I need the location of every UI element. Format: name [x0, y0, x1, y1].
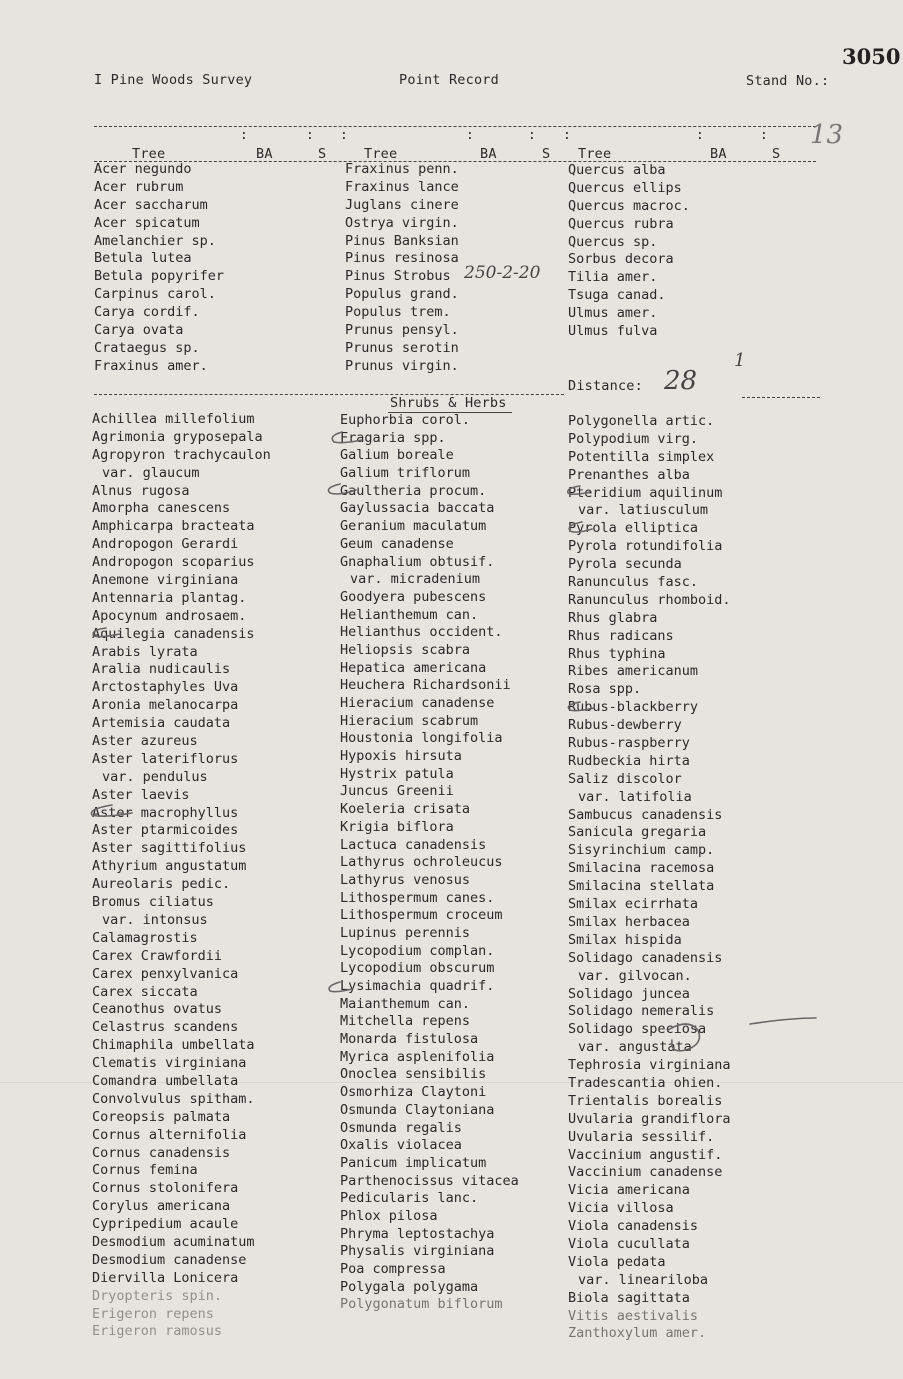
header-tree-2: Tree	[364, 146, 398, 162]
list-item: Fraxinus amer.	[94, 357, 208, 374]
check-mark-icon	[329, 982, 352, 992]
handwritten-stand-number: 13	[810, 120, 844, 150]
list-item: Erigeron repens	[92, 1305, 214, 1322]
list-item: Helianthus occident.	[340, 624, 503, 641]
list-item: Ribes americanum	[568, 663, 699, 680]
list-item: Sambucus canadensis	[568, 806, 723, 823]
list-item: Pinus Banksian	[345, 232, 459, 249]
list-item: Acer spicatum	[94, 214, 200, 231]
list-item: Agropyron trachycaulon	[92, 446, 271, 463]
list-item: Lathyrus ochroleucus	[340, 854, 503, 871]
list-item: Phryma leptostachya	[340, 1225, 495, 1242]
list-item: Trientalis borealis	[568, 1092, 723, 1109]
list-item: Myrica asplenifolia	[340, 1048, 495, 1065]
list-item: Acer negundo	[94, 161, 192, 177]
list-item: Hypoxis hirsuta	[340, 748, 462, 765]
list-item: Physalis virginiana	[340, 1243, 495, 1260]
list-item: Populus grand.	[345, 286, 459, 303]
header-ba-2: BA	[480, 146, 497, 162]
list-item: Hieracium scabrum	[340, 712, 479, 729]
list-item: Juncus Greenii	[340, 783, 454, 800]
list-item: Cornus alternifolia	[92, 1126, 247, 1143]
list-item: Aquilegia canadensis	[92, 625, 255, 642]
header-ba-1: BA	[256, 146, 273, 162]
list-item: Smilax herbacea	[568, 913, 690, 930]
list-item: var. glaucum	[102, 464, 200, 481]
list-item: Rhus typhina	[568, 645, 666, 662]
list-item: Osmorhiza Claytoni	[340, 1084, 487, 1101]
list-item: Convolvulus spitham.	[92, 1090, 255, 1107]
list-item: Vicia americana	[568, 1182, 690, 1199]
list-item: Acer saccharum	[94, 196, 208, 213]
list-item: Parthenocissus vitacea	[340, 1172, 519, 1189]
list-item: Pyrola rotundifolia	[568, 538, 723, 555]
list-item: Poa compressa	[340, 1261, 446, 1277]
list-item: Sisyrinchium camp.	[568, 842, 715, 859]
handwritten-pinus-strobus-note: 250-2-20	[464, 263, 541, 283]
list-item: Aster laevis	[92, 786, 190, 803]
list-item: var. angustata	[578, 1039, 692, 1056]
list-item: Goodyera pubescens	[340, 588, 487, 605]
list-item: Quercus alba	[568, 162, 666, 178]
list-item: Pyrola secunda	[568, 556, 682, 573]
check-mark-icon	[569, 522, 592, 532]
list-item: Gnaphalium obtusif.	[340, 553, 495, 570]
list-item: Osmunda regalis	[340, 1119, 462, 1136]
header-s-1: S	[318, 146, 327, 162]
list-item: Helianthemum can.	[340, 606, 479, 623]
list-item: Koeleria crisata	[340, 801, 471, 818]
list-item: Fragaria spp.	[340, 429, 446, 446]
list-item: Calamagrostis	[92, 929, 198, 946]
list-item: Solidago nemeralis	[568, 1003, 715, 1020]
list-item: Prunus virgin.	[345, 357, 459, 374]
list-item: Lactuca canadensis	[340, 836, 487, 853]
list-item: Prunus serotin	[345, 339, 459, 356]
list-item: Artemisia caudata	[92, 715, 231, 732]
list-item: Quercus rubra	[568, 215, 674, 232]
list-item: Hystrix patula	[340, 765, 454, 782]
list-item: Vicia villosa	[568, 1200, 674, 1217]
list-item: var. latifolia	[578, 788, 692, 805]
list-item: Alnus rugosa	[92, 482, 190, 499]
list-item: Andropogon Gerardi	[92, 536, 239, 553]
list-item: Amelanchier sp.	[94, 232, 216, 249]
list-item: Ulmus amer.	[568, 305, 658, 322]
header-ba-3: BA	[710, 146, 727, 162]
list-item: Aster lateriflorus	[92, 750, 239, 767]
list-item: Rudbeckia hirta	[568, 752, 690, 769]
list-item: Carex penxylvanica	[92, 965, 239, 982]
list-item: var. lineariloba	[578, 1271, 709, 1288]
list-item: Comandra umbellata	[92, 1072, 239, 1089]
list-item: Aureolaris pedic.	[92, 876, 231, 893]
list-item: Antennaria plantag.	[92, 589, 247, 606]
list-item: Viola cucullata	[568, 1235, 690, 1252]
list-item: Desmodium acuminatum	[92, 1233, 255, 1250]
list-item: Saliz discolor	[568, 770, 682, 787]
header-tree-1: Tree	[132, 146, 166, 162]
list-item: Diervilla Lonicera	[92, 1269, 239, 1286]
header-s-3: S	[772, 146, 781, 162]
list-item: Galium triflorum	[340, 465, 471, 482]
list-item: Quercus macroc.	[568, 197, 690, 214]
list-item: Apocynum androsaem.	[92, 607, 247, 624]
list-item: Fraxinus lance	[345, 178, 459, 195]
list-item: Osmunda Claytoniana	[340, 1101, 495, 1118]
list-item: Celastrus scandens	[92, 1019, 239, 1036]
list-item: Sorbus decora	[568, 251, 674, 268]
list-item: Coreopsis palmata	[92, 1108, 231, 1125]
list-item: Rubus-raspberry	[568, 735, 690, 752]
list-item: Cornus stolonifera	[92, 1180, 239, 1197]
list-item: Tsuga canad.	[568, 287, 666, 304]
list-item: Mitchella repens	[340, 1013, 471, 1030]
list-item: Andropogon scoparius	[92, 554, 255, 571]
list-item: Viola pedata	[568, 1253, 666, 1270]
list-item: Achillea millefolium	[92, 411, 255, 427]
check-mark-icon	[328, 484, 356, 494]
list-item: Ceanothus ovatus	[92, 1001, 223, 1018]
list-item: Vaccinium angustif.	[568, 1146, 723, 1163]
list-item: Potentilla simplex	[568, 448, 715, 465]
list-item: Amphicarpa bracteata	[92, 518, 255, 535]
list-item: Hieracium canadense	[340, 695, 495, 711]
list-item: Betula popyrifer	[94, 268, 225, 285]
shrubs-herbs-heading: Shrubs & Herbs	[390, 395, 507, 411]
list-item: Bromus ciliatus	[92, 894, 214, 911]
list-item: Arctostaphyles Uva	[92, 679, 239, 696]
list-item: Prunus pensyl.	[345, 322, 459, 339]
list-item: Panicum implicatum	[340, 1154, 487, 1171]
list-item: Euphorbia corol.	[340, 412, 471, 428]
list-item: Agrimonia gryposepala	[92, 428, 263, 445]
list-item: Aster macrophyllus	[92, 804, 239, 821]
list-item: Aster ptarmicoides	[92, 822, 239, 839]
list-item: var. gilvocan.	[578, 967, 692, 984]
check-mark-icon	[91, 805, 132, 816]
list-item: Smilacina stellata	[568, 878, 715, 895]
list-item: Polygonella artic.	[568, 413, 715, 429]
list-item: Ostrya virgin.	[345, 214, 459, 231]
list-item: Smilax hispida	[568, 931, 682, 948]
list-item: Smilax ecirrhata	[568, 896, 699, 913]
list-item: Geranium maculatum	[340, 518, 487, 535]
list-item: Monarda fistulosa	[340, 1031, 479, 1048]
list-item: Rhus radicans	[568, 627, 674, 644]
list-item: Rubus-dewberry	[568, 717, 682, 734]
list-item: Crataegus sp.	[94, 339, 200, 356]
list-item: Pinus Strobus	[345, 268, 451, 285]
list-item: Pedicularis lanc.	[340, 1190, 479, 1207]
list-item: Erigeron ramosus	[92, 1323, 223, 1340]
header-tree-3: Tree	[578, 146, 612, 162]
list-item: Pinus resinosa	[345, 250, 459, 267]
list-item: Corylus americana	[92, 1198, 231, 1215]
list-item: Pteridium aquilinum	[568, 484, 723, 501]
list-item: Maianthemum can.	[340, 995, 471, 1012]
list-item: Rubus-blackberry	[568, 699, 699, 716]
list-item: Clematis virginiana	[92, 1055, 247, 1072]
survey-page: 3050 I Pine Woods Survey Point Record Stand No.: : : : : : : : : Tree BA S Tree BA S Tree BA S 13 Acer negundo Acer rubrum Acer saccharum Acer spicatum Amelanchier sp. Betula lutea Betula popyrifer Carpinus carol. Carya cordif. Carya ovata Crataegus sp. Fraxinus amer. Fraxinus penn. Fraxinus lance Juglans cinere Ostrya virgin. Pinus Banksian Pinus resinosa Pinus Strobus Populus grand. Populus trem. Prunus pensyl. Prunus serotin Prunus virgin. Quercus alba Quercus ellips Quercus macroc. Quercus rubra Quercus sp. Sorbus decora Tilia amer. Tsuga canad. Ulmus amer. Ulmus fulva 250-2-20 Distance: 28 1 Shrubs & Herbs Achillea millefolium Agrimonia gryposepala Agropyron trachycaulon var. glaucum Alnus rugosa Amorpha canescens Amphicarpa bracteata Andropogon Gerardi Andropogon scoparius Anemone virginiana Antennaria plantag. Apocynum androsaem. Aquilegia canadensis Arabis lyrata Aralia nudicaulis Arctostaphyles Uva Aronia melanocarpa Artemisia caudata Aster azureus Aster lateriflorus var. pendulus Aster laevis Aster macrophyllus Aster ptarmicoides Aster sagittifolius Athyrium angustatum Aureolaris pedic. Bromus ciliatus var. intonsus Calamagrostis Carex Crawfordii Carex penxylvanica Carex siccata Ceanothus ovatus Celastrus scandens Chimaphila umbellata Clematis virginiana Comandra umbellata Convolvulus spitham. Coreopsis palmata Cornus alternifolia Cornus canadensis Cornus femina Cornus stolonifera Corylus americana Cypripedium acaule Desmodium acuminatum Desmodium canadense Diervilla Lonicera Dryopteris spin. Erigeron repens Erigeron ramosus Euphorbia corol. Fragaria spp. Galium boreale Galium triflorum Gaultheria procum. Gaylussacia baccata Geranium maculatum Geum canadense Gnaphalium obtusif. var. micradenium Goodyera pubescens Helianthemum can. Helianthus occident. Heliopsis scabra Hepatica americana Heuchera Richardsonii Hieracium canadense Hieracium scabrum Houstonia longifolia Hypoxis hirsuta Hystrix patula Juncus Greenii Koeleria crisata Krigia biflora Lactuca canadensis Lathyrus ochroleucus Lathyrus venosus Lithospermum canes. Lithospermum croceum Lupinus perennis Lycopodium complan. Lycopodium obscurum Lysimachia quadrif. Maianthemum can. Mitchella repens Monarda fistulosa Myrica asplenifolia Onoclea sensibilis Osmorhiza Claytoni Osmunda Claytoniana Osmunda regalis Oxalis violacea Panicum implicatum Parthenocissus vitacea Pedicularis lanc. Phlox pilosa Phryma leptostachya Physalis virginiana Poa compressa Polygala polygama Polygonatum biflorum Polygonella artic. Polypodium virg. Potentilla simplex Prenanthes alba Pteridium aquilinum var. latiusculum Pyrola elliptica Pyrola rotundifolia Pyrola secunda Ranunculus fasc. Ranunculus rhomboid. Rhus glabra Rhus radicans Rhus typhina Ribes americanum Rosa spp. Rubus-blackberry Rubus-dewberry Rubus-raspberry Rudbeckia hirta Saliz discolor var. latifolia Sambucus canadensis Sanicula gregaria Sisyrinchium camp. Smilacina racemosa Smilacina stellata Smilax ecirrhata Smilax herbacea Smilax hispida Solidago canadensis var. gilvocan. Solidago juncea Solidago nemeralis Solidago speciosa var. angustata Tephrosia virginiana Tradescantia ohien. Trientalis borealis Uvularia grandiflora Uvularia sessilif. Vaccinium angustif. Vaccinium canadense Vicia americana Vicia villosa Viola canadensis Viola cucullata Viola pedata var. lineariloba Biola sagittata Vitis aestivalis Zanthoxylum amer.	[0, 0, 903, 1379]
list-item: var. micradenium	[350, 571, 481, 588]
list-item: Solidago juncea	[568, 985, 690, 1002]
list-item: Uvularia sessilif.	[568, 1128, 715, 1145]
list-item: Aster azureus	[92, 733, 198, 750]
list-item: Desmodium canadense	[92, 1251, 247, 1268]
list-item: Zanthoxylum amer.	[568, 1325, 707, 1342]
list-item: Dryopteris spin.	[92, 1287, 223, 1304]
list-item: Oxalis violacea	[340, 1137, 462, 1154]
list-item: Amorpha canescens	[92, 500, 231, 517]
list-item: Lysimachia quadrif.	[340, 978, 495, 994]
list-item: Hepatica americana	[340, 659, 487, 676]
list-item: Heliopsis scabra	[340, 641, 471, 658]
handwritten-distance-value: 28	[664, 366, 698, 396]
list-item: Carya ovata	[94, 322, 184, 339]
survey-title: I Pine Woods Survey	[94, 72, 253, 88]
list-item: Geum canadense	[340, 535, 454, 552]
list-item: Gaylussacia baccata	[340, 500, 495, 517]
check-mark-icon	[750, 1018, 816, 1024]
list-item: Polypodium virg.	[568, 430, 699, 447]
list-item: Heuchera Richardsonii	[340, 677, 511, 694]
list-item: var. latiusculum	[578, 502, 709, 519]
list-item: Vaccinium canadense	[568, 1164, 723, 1181]
list-item: Sanicula gregaria	[568, 824, 707, 841]
list-item: Polygonatum biflorum	[340, 1296, 503, 1313]
list-item: Cypripedium acaule	[92, 1216, 239, 1233]
list-item: Houstonia longifolia	[340, 730, 503, 747]
list-item: Krigia biflora	[340, 818, 454, 835]
list-item: Arabis lyrata	[92, 643, 198, 660]
list-item: Acer rubrum	[94, 178, 184, 195]
list-item: Smilacina racemosa	[568, 860, 715, 877]
list-item: Carex siccata	[92, 983, 198, 1000]
list-item: Quercus ellips	[568, 179, 682, 196]
list-item: Cornus canadensis	[92, 1144, 231, 1161]
list-item: Lithospermum canes.	[340, 889, 495, 906]
list-item: Solidago canadensis	[568, 949, 723, 966]
list-item: Lithospermum croceum	[340, 907, 503, 924]
check-mark-icon	[332, 432, 362, 443]
list-item: Aster sagittifolius	[92, 840, 247, 857]
list-item: Carex Crawfordii	[92, 947, 223, 964]
list-item: Athyrium angustatum	[92, 858, 247, 875]
list-item: Galium boreale	[340, 447, 454, 464]
list-item: Aronia melanocarpa	[92, 697, 239, 714]
list-item: var. pendulus	[102, 768, 208, 785]
list-item: Viola canadensis	[568, 1218, 699, 1235]
check-mark-icon	[668, 1024, 700, 1051]
list-item: Biola sagittata	[568, 1289, 690, 1306]
page-number: 3050	[842, 44, 901, 69]
list-item: Tephrosia virginiana	[568, 1057, 731, 1074]
list-item: Carpinus carol.	[94, 286, 216, 303]
list-item: Lathyrus venosus	[340, 871, 471, 888]
list-item: Prenanthes alba	[568, 466, 690, 483]
list-item: Tilia amer.	[568, 269, 658, 286]
stand-label: Stand No.:	[746, 73, 830, 89]
list-item: Quercus sp.	[568, 233, 658, 250]
list-item: Anemone virginiana	[92, 572, 239, 589]
list-item: Ranunculus rhomboid.	[568, 591, 731, 608]
list-item: Rosa spp.	[568, 681, 642, 698]
list-item: Rhus glabra	[568, 609, 658, 626]
list-item: Gaultheria procum.	[340, 482, 487, 499]
list-item: Uvularia grandiflora	[568, 1110, 731, 1127]
list-item: Aralia nudicaulis	[92, 661, 231, 678]
list-item: Onoclea sensibilis	[340, 1066, 487, 1083]
list-item: Ulmus fulva	[568, 323, 658, 340]
list-item: Chimaphila umbellata	[92, 1037, 255, 1054]
list-item: Tradescantia ohien.	[568, 1074, 723, 1091]
list-item: Lycopodium obscurum	[340, 960, 495, 977]
list-item: Lupinus perennis	[340, 924, 471, 941]
list-item: Juglans cinere	[345, 196, 459, 213]
check-mark-icon	[568, 486, 590, 494]
check-mark-icon	[93, 628, 120, 637]
header-s-2: S	[542, 146, 551, 162]
check-mark-icon	[568, 702, 594, 711]
list-item: Phlox pilosa	[340, 1207, 438, 1224]
record-title: Point Record	[399, 72, 499, 88]
list-item: var. intonsus	[102, 911, 208, 928]
list-item: Populus trem.	[345, 304, 451, 321]
list-item: Fraxinus penn.	[345, 161, 459, 177]
list-item: Polygala polygama	[340, 1278, 479, 1295]
list-item: Solidago speciosa	[568, 1021, 707, 1038]
list-item: Betula lutea	[94, 250, 192, 267]
list-item: Pyrola elliptica	[568, 520, 699, 537]
handwritten-distance-sup: 1	[734, 350, 746, 371]
list-item: Lycopodium complan.	[340, 942, 495, 959]
list-item: Carya cordif.	[94, 304, 200, 321]
distance-label: Distance:	[568, 378, 643, 394]
list-item: Ranunculus fasc.	[568, 574, 699, 591]
list-item: Vitis aestivalis	[568, 1307, 699, 1324]
list-item: Cornus femina	[92, 1162, 198, 1179]
